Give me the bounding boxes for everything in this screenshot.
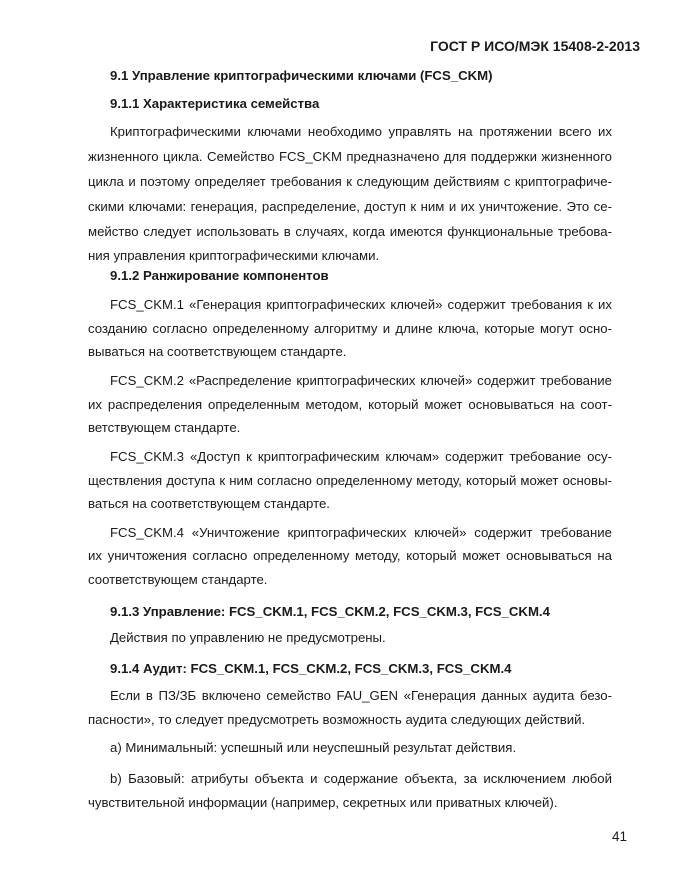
paragraph-line: Криптографическими ключами необходимо управлять на протяжении всего их — [110, 124, 612, 139]
paragraph-line: ния управления криптографическими ключами. — [88, 248, 380, 263]
paragraph-line: их уничтожения согласно определенному методу, который может основываться на — [88, 548, 612, 563]
paragraph-line: чувствительной информации (например, секретных или приватных ключей). — [88, 795, 558, 810]
subsection-heading: 9.1.1 Характеристика семейства — [110, 96, 320, 111]
list-item-a: а) Минимальный: успешный или неуспешный результат действия. — [110, 740, 517, 755]
paragraph-line: пасности», то следует предусмотреть возможность аудита следующих действий. — [88, 712, 586, 727]
paragraph-line: жизненного цикла. Семейство FCS_CKM предназначено для поддержки жизненного — [88, 149, 612, 164]
subsection-heading: 9.1.4 Аудит: FCS_CKM.1, FCS_CKM.2, FCS_CKM.3, FCS_CKM.4 — [110, 661, 512, 676]
page-number: 41 — [611, 829, 627, 844]
paragraph-line: скими ключами: генерация, распределение, доступ к ним и их уничтожение. Это се- — [88, 199, 612, 214]
paragraph-line: цикла и поэтому определяет требования к следующим действиям с криптографиче- — [88, 174, 612, 189]
subsection-heading: 9.1.2 Ранжирование компонентов — [110, 268, 329, 283]
paragraph-line: ществления доступа к ним согласно определенному методу, который может основы- — [88, 473, 612, 488]
paragraph-line: FCS_CKM.3 «Доступ к криптографическим ключам» содержит требование осу- — [110, 449, 612, 464]
list-item-b: b) Базовый: атрибуты объекта и содержание объекта, за исключением любой — [110, 771, 612, 786]
paragraph-line: соответствующем стандарте. — [88, 572, 268, 587]
paragraph-line: ваться на соответствующем стандарте. — [88, 496, 330, 511]
section-heading: 9.1 Управление криптографическими ключами (FCS_CKM) — [110, 68, 493, 83]
paragraph-line: ветствующем стандарте. — [88, 420, 241, 435]
paragraph-line: их распределения определенным методом, который может основываться на соот- — [88, 397, 612, 412]
paragraph-line: созданию согласно определенному алгоритму и длине ключа, которые могут осно- — [88, 321, 612, 336]
paragraph-line: Действия по управлению не предусмотрены. — [110, 630, 386, 645]
paragraph-line: FCS_CKM.2 «Распределение криптографических ключей» содержит требование — [110, 373, 612, 388]
paragraph-line: FCS_CKM.1 «Генерация криптографических ключей» содержит требования к их — [110, 297, 612, 312]
paragraph-line: FCS_CKM.4 «Уничтожение криптографических ключей» содержит требование — [110, 525, 612, 540]
paragraph-line: мейство следует использовать в случаях, когда имеются функциональные требова- — [88, 224, 612, 239]
document-header: ГОСТ Р ИСО/МЭК 15408-2-2013 — [430, 38, 640, 54]
paragraph-line: Если в ПЗ/ЗБ включено семейство FAU_GEN «Генерация данных аудита безо- — [110, 688, 612, 703]
paragraph-line: вываться на соответствующем стандарте. — [88, 344, 347, 359]
subsection-heading: 9.1.3 Управление: FCS_CKM.1, FCS_CKM.2, FCS_CKM.3, FCS_CKM.4 — [110, 604, 550, 619]
